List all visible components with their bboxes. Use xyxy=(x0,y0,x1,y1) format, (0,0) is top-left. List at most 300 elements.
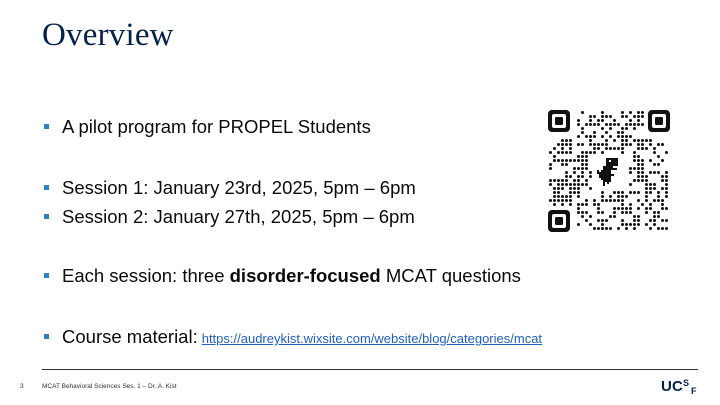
qr-module xyxy=(613,199,616,202)
qr-module xyxy=(593,131,596,134)
qr-module xyxy=(601,143,604,146)
qr-module xyxy=(553,159,556,162)
qr-module xyxy=(649,139,652,142)
qr-module xyxy=(617,207,620,210)
qr-module xyxy=(645,147,648,150)
qr-module xyxy=(585,219,588,222)
qr-module xyxy=(581,215,584,218)
qr-module xyxy=(581,155,584,158)
qr-module xyxy=(569,183,572,186)
qr-module xyxy=(629,135,632,138)
qr-module xyxy=(637,163,640,166)
qr-module xyxy=(605,227,608,230)
qr-module xyxy=(589,139,592,142)
qr-module xyxy=(557,151,560,154)
qr-module xyxy=(617,135,620,138)
qr-module xyxy=(577,223,580,226)
qr-module xyxy=(649,203,652,206)
bullet-marker xyxy=(44,185,49,190)
bullet-marker xyxy=(44,124,49,129)
qr-module xyxy=(597,219,600,222)
qr-module xyxy=(613,119,616,122)
qr-module xyxy=(625,211,628,214)
qr-module xyxy=(641,179,644,182)
qr-module xyxy=(645,223,648,226)
qr-module xyxy=(637,223,640,226)
qr-module xyxy=(565,179,568,182)
qr-module xyxy=(553,203,556,206)
qr-module xyxy=(581,143,584,146)
qr-module xyxy=(585,155,588,158)
qr-module xyxy=(653,211,656,214)
qr-module xyxy=(581,159,584,162)
qr-module xyxy=(569,203,572,206)
qr-module xyxy=(653,183,656,186)
qr-module xyxy=(637,207,640,210)
qr-module xyxy=(621,199,624,202)
qr-module xyxy=(561,199,564,202)
qr-module xyxy=(613,191,616,194)
qr-module xyxy=(589,223,592,226)
qr-module xyxy=(617,195,620,198)
qr-module xyxy=(553,179,556,182)
qr-module xyxy=(569,159,572,162)
qr-module xyxy=(577,143,580,146)
qr-module xyxy=(585,203,588,206)
qr-module xyxy=(601,191,604,194)
qr-module xyxy=(589,143,592,146)
qr-module xyxy=(637,147,640,150)
qr-module xyxy=(585,183,588,186)
qr-module xyxy=(549,163,552,166)
qr-module xyxy=(633,227,636,230)
qr-module xyxy=(569,199,572,202)
qr-module xyxy=(577,135,580,138)
qr-module xyxy=(625,227,628,230)
qr-module xyxy=(561,143,564,146)
qr-module xyxy=(665,183,668,186)
bullet-text-bold: disorder-focused xyxy=(229,265,381,286)
qr-module xyxy=(605,131,608,134)
qr-module xyxy=(569,139,572,142)
qr-module xyxy=(609,195,612,198)
qr-module xyxy=(585,167,588,170)
qr-module xyxy=(585,151,588,154)
qr-module xyxy=(597,203,600,206)
qr-module xyxy=(561,163,564,166)
qr-module xyxy=(601,135,604,138)
qr-module xyxy=(601,211,604,214)
qr-module xyxy=(609,115,612,118)
qr-module xyxy=(629,211,632,214)
qr-module xyxy=(657,199,660,202)
qr-module xyxy=(609,215,612,218)
footer-divider xyxy=(42,369,698,370)
finder-top-right xyxy=(648,110,670,132)
qr-module xyxy=(613,211,616,214)
qr-module xyxy=(657,215,660,218)
slide-title: Overview xyxy=(42,17,174,53)
qr-module xyxy=(589,115,592,118)
qr-module xyxy=(629,171,632,174)
qr-module xyxy=(565,199,568,202)
qr-module xyxy=(637,215,640,218)
qr-module xyxy=(597,123,600,126)
qr-module xyxy=(577,175,580,178)
qr-module xyxy=(553,199,556,202)
qr-module xyxy=(641,139,644,142)
qr-module xyxy=(633,167,636,170)
qr-module xyxy=(601,115,604,118)
qr-module xyxy=(553,187,556,190)
qr-module xyxy=(649,143,652,146)
qr-module xyxy=(553,191,556,194)
qr-module xyxy=(641,167,644,170)
qr-module xyxy=(593,143,596,146)
qr-module xyxy=(629,119,632,122)
qr-module xyxy=(557,159,560,162)
qr-module xyxy=(649,191,652,194)
qr-module xyxy=(585,123,588,126)
qr-module xyxy=(633,151,636,154)
qr-module xyxy=(577,167,580,170)
svg-text:F: F xyxy=(691,386,697,395)
qr-module xyxy=(597,211,600,214)
qr-module xyxy=(617,131,620,134)
qr-module xyxy=(581,131,584,134)
qr-module xyxy=(661,175,664,178)
qr-module xyxy=(557,143,560,146)
qr-module xyxy=(613,139,616,142)
qr-module xyxy=(577,207,580,210)
qr-module xyxy=(565,171,568,174)
qr-module xyxy=(621,131,624,134)
bullet-text: Session 1: January 23rd, 2025, 5pm – 6pm xyxy=(62,177,416,198)
qr-module xyxy=(665,187,668,190)
qr-module xyxy=(637,219,640,222)
qr-module xyxy=(565,183,568,186)
qr-module xyxy=(649,183,652,186)
dinosaur-icon xyxy=(592,154,626,188)
qr-module xyxy=(637,171,640,174)
qr-module xyxy=(621,143,624,146)
qr-module xyxy=(617,123,620,126)
qr-module xyxy=(645,183,648,186)
qr-module xyxy=(661,187,664,190)
qr-module xyxy=(665,227,668,230)
qr-module xyxy=(637,111,640,114)
qr-module xyxy=(609,227,612,230)
bullet-text-post: MCAT questions xyxy=(380,265,521,286)
qr-module xyxy=(581,167,584,170)
qr-module xyxy=(637,143,640,146)
qr-module xyxy=(549,151,552,154)
qr-module xyxy=(633,179,636,182)
qr-module xyxy=(589,215,592,218)
qr-module xyxy=(653,187,656,190)
qr-module xyxy=(589,151,592,154)
qr-module xyxy=(605,147,608,150)
qr-module xyxy=(621,203,624,206)
qr-module xyxy=(629,143,632,146)
qr-module xyxy=(573,159,576,162)
qr-module xyxy=(601,219,604,222)
qr-module xyxy=(641,203,644,206)
qr-module xyxy=(617,147,620,150)
qr-module xyxy=(649,159,652,162)
bullet-text xyxy=(62,326,542,348)
qr-module xyxy=(597,207,600,210)
qr-module xyxy=(633,223,636,226)
qr-module xyxy=(653,147,656,150)
qr-module xyxy=(625,127,628,130)
qr-module xyxy=(561,187,564,190)
qr-module xyxy=(573,171,576,174)
qr-module xyxy=(613,207,616,210)
qr-module xyxy=(625,195,628,198)
qr-module xyxy=(645,191,648,194)
qr-module xyxy=(637,155,640,158)
qr-module xyxy=(645,175,648,178)
qr-module xyxy=(581,183,584,186)
qr-module xyxy=(613,147,616,150)
qr-module xyxy=(637,115,640,118)
qr-module xyxy=(637,199,640,202)
qr-module xyxy=(637,139,640,142)
qr-module xyxy=(581,171,584,174)
qr-module xyxy=(577,119,580,122)
qr-module xyxy=(577,159,580,162)
qr-module xyxy=(553,147,556,150)
qr-module xyxy=(581,175,584,178)
qr-module xyxy=(629,183,632,186)
course-material-label: Course material: xyxy=(62,326,198,347)
qr-module xyxy=(645,211,648,214)
qr-module xyxy=(585,163,588,166)
qr-module xyxy=(565,195,568,198)
qr-module xyxy=(593,227,596,230)
qr-module xyxy=(605,139,608,142)
qr-module xyxy=(661,159,664,162)
bullet-marker xyxy=(44,273,49,278)
qr-module xyxy=(581,151,584,154)
qr-module xyxy=(561,179,564,182)
qr-module xyxy=(589,175,592,178)
page-number: 3 xyxy=(20,383,24,390)
qr-module xyxy=(637,175,640,178)
qr-module xyxy=(597,143,600,146)
qr-module xyxy=(601,151,604,154)
qr-module xyxy=(609,199,612,202)
footer-text: MCAT Behavioral Sciences Ses. 1 – Dr. A. Kist xyxy=(42,383,177,390)
svg-text:U: U xyxy=(661,378,672,395)
qr-module xyxy=(653,215,656,218)
qr-module xyxy=(601,223,604,226)
qr-module xyxy=(665,195,668,198)
qr-module xyxy=(645,199,648,202)
qr-module xyxy=(649,219,652,222)
qr-module xyxy=(621,223,624,226)
qr-module xyxy=(633,215,636,218)
qr-module xyxy=(573,179,576,182)
qr-module xyxy=(645,139,648,142)
qr-module xyxy=(621,219,624,222)
bullet-marker xyxy=(44,214,49,219)
qr-module xyxy=(621,191,624,194)
qr-module xyxy=(565,163,568,166)
qr-module xyxy=(621,115,624,118)
qr-module xyxy=(577,155,580,158)
qr-module xyxy=(585,199,588,202)
qr-module xyxy=(605,143,608,146)
qr-module xyxy=(625,135,628,138)
qr-module xyxy=(561,159,564,162)
qr-module xyxy=(625,115,628,118)
qr-module xyxy=(633,127,636,130)
qr-module xyxy=(645,195,648,198)
qr-module xyxy=(625,139,628,142)
qr-module xyxy=(577,179,580,182)
qr-module xyxy=(629,223,632,226)
qr-module xyxy=(593,123,596,126)
finder-top-left xyxy=(548,110,570,132)
qr-module xyxy=(665,219,668,222)
qr-module xyxy=(629,191,632,194)
qr-module xyxy=(657,211,660,214)
qr-module xyxy=(633,139,636,142)
qr-module xyxy=(569,187,572,190)
ucsf-logo xyxy=(660,375,702,395)
qr-module xyxy=(553,195,556,198)
qr-module xyxy=(629,111,632,114)
qr-module xyxy=(641,171,644,174)
qr-module xyxy=(649,207,652,210)
qr-module xyxy=(621,195,624,198)
qr-module xyxy=(641,123,644,126)
qr-module xyxy=(565,159,568,162)
qr-module xyxy=(645,207,648,210)
qr-module xyxy=(621,111,624,114)
bullet-text: A pilot program for PROPEL Students xyxy=(62,116,371,137)
qr-module xyxy=(601,111,604,114)
qr-module xyxy=(601,227,604,230)
qr-module xyxy=(569,143,572,146)
qr-module xyxy=(657,171,660,174)
qr-module xyxy=(649,171,652,174)
qr-module xyxy=(645,179,648,182)
qr-module xyxy=(557,195,560,198)
qr-module xyxy=(601,119,604,122)
qr-module xyxy=(589,135,592,138)
qr-module xyxy=(621,147,624,150)
bullet-text: Session 2: January 27th, 2025, 5pm – 6pm xyxy=(62,206,415,227)
qr-module xyxy=(625,123,628,126)
qr-module xyxy=(573,183,576,186)
qr-module xyxy=(653,223,656,226)
qr-module xyxy=(629,203,632,206)
qr-module xyxy=(553,155,556,158)
qr-module xyxy=(557,199,560,202)
qr-module xyxy=(581,211,584,214)
qr-module xyxy=(629,123,632,126)
qr-module xyxy=(569,195,572,198)
qr-module xyxy=(577,203,580,206)
qr-module xyxy=(629,167,632,170)
finder-bottom-left xyxy=(548,210,570,232)
qr-module xyxy=(637,191,640,194)
bullet-text xyxy=(62,265,521,287)
qr-module xyxy=(653,151,656,154)
qr-module xyxy=(641,175,644,178)
qr-module xyxy=(605,123,608,126)
qr-module xyxy=(665,171,668,174)
qr-module xyxy=(641,159,644,162)
qr-module xyxy=(549,183,552,186)
qr-module xyxy=(577,195,580,198)
svg-text:C: C xyxy=(672,378,683,395)
qr-module xyxy=(633,155,636,158)
qr-module xyxy=(665,191,668,194)
qr-module xyxy=(593,199,596,202)
qr-module xyxy=(609,123,612,126)
qr-module xyxy=(653,219,656,222)
qr-module xyxy=(665,151,668,154)
qr-module xyxy=(641,143,644,146)
qr-module xyxy=(569,191,572,194)
svg-text:S: S xyxy=(683,378,690,388)
qr-module xyxy=(633,123,636,126)
qr-module xyxy=(569,175,572,178)
qr-module xyxy=(561,203,564,206)
qr-module xyxy=(581,163,584,166)
qr-module xyxy=(637,167,640,170)
qr-module xyxy=(549,167,552,170)
qr-module xyxy=(561,151,564,154)
qr-module xyxy=(661,203,664,206)
qr-module xyxy=(597,227,600,230)
qr-module xyxy=(573,167,576,170)
qr-module xyxy=(561,195,564,198)
qr-module xyxy=(641,163,644,166)
qr-module xyxy=(549,179,552,182)
qr-module xyxy=(565,151,568,154)
qr-module xyxy=(657,227,660,230)
qr-module xyxy=(613,123,616,126)
qr-module xyxy=(665,207,668,210)
qr-module xyxy=(589,171,592,174)
qr-module xyxy=(601,127,604,130)
qr-module xyxy=(593,147,596,150)
qr-module xyxy=(597,119,600,122)
course-material-link[interactable]: https://audreykist.wixsite.com/website/blog/categories/mcat xyxy=(201,331,543,346)
qr-module xyxy=(665,179,668,182)
qr-module xyxy=(625,143,628,146)
qr-module xyxy=(633,115,636,118)
qr-module xyxy=(605,219,608,222)
qr-module xyxy=(657,191,660,194)
qr-module xyxy=(661,207,664,210)
qr-module xyxy=(617,227,620,230)
qr-module xyxy=(613,215,616,218)
qr-module xyxy=(577,123,580,126)
qr-module xyxy=(581,127,584,130)
qr-module xyxy=(637,123,640,126)
qr-module xyxy=(557,183,560,186)
qr-module xyxy=(661,179,664,182)
qr-module xyxy=(633,219,636,222)
qr-module xyxy=(653,163,656,166)
qr-module xyxy=(645,187,648,190)
